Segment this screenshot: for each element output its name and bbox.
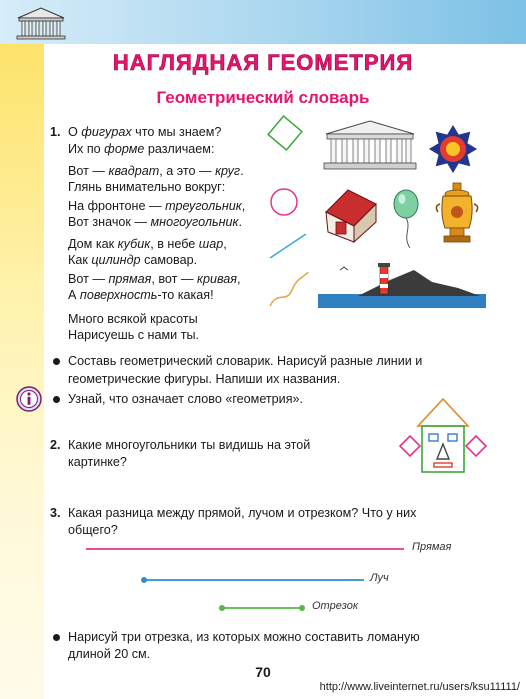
task-3-number: 3. bbox=[50, 506, 61, 520]
task-2-line-2: картинке? bbox=[68, 455, 127, 469]
poem-line-12: Нарисуешь с нами ты. bbox=[68, 328, 200, 342]
lighthouse-seascape-illustration bbox=[318, 262, 486, 310]
poem-line-9: Вот — прямая, вот — кривая, bbox=[68, 272, 241, 286]
ray-drawing bbox=[140, 576, 366, 584]
straight-line-label: Прямая bbox=[412, 541, 452, 553]
poem-line-8: Как цилиндр самовар. bbox=[68, 253, 198, 267]
task-2-line-1: Какие многоугольники ты видишь на этой bbox=[68, 438, 311, 452]
page-subtitle: Геометрический словарь bbox=[156, 88, 370, 107]
poem-line-3: Вот — квадрат, а это — круг. bbox=[68, 164, 244, 178]
polygon-badge-icon bbox=[426, 122, 480, 176]
temple-illustration bbox=[322, 120, 418, 172]
task-3-line-2: общего? bbox=[68, 523, 118, 537]
house-cube-illustration bbox=[320, 182, 382, 244]
left-color-margin bbox=[0, 44, 44, 699]
poem-line-6: Вот значок — многоугольник. bbox=[68, 215, 242, 229]
balloon-sphere-illustration bbox=[392, 188, 426, 250]
task-2-number: 2. bbox=[50, 438, 61, 452]
straight-line-drawing bbox=[86, 545, 406, 553]
task-dictionary-line-1: Составь геометрический словарик. Нарисуй разные линии и bbox=[68, 354, 423, 368]
poem-line-1: О фигурах что мы знаем? bbox=[68, 125, 222, 139]
poem-line-7: Дом как кубик, в небе шар, bbox=[68, 237, 227, 251]
temple-corner-icon bbox=[14, 6, 68, 42]
bullet-marker bbox=[53, 634, 60, 641]
straight-line-icon bbox=[268, 232, 310, 260]
samovar-cylinder-illustration bbox=[434, 182, 480, 256]
task-1-number: 1. bbox=[50, 125, 61, 139]
page-number: 70 bbox=[255, 664, 271, 680]
task-3-line-1: Какая разница между прямой, лучом и отрезком? Что у них bbox=[68, 506, 417, 520]
info-icon bbox=[16, 386, 42, 412]
poem-line-4: Глянь внимательно вокруг: bbox=[68, 180, 226, 194]
poem-line-11: Много всякой красоты bbox=[68, 312, 198, 326]
poem-line-2: Их по форме различаем: bbox=[68, 142, 215, 156]
task-4-line-2: длиной 20 см. bbox=[68, 647, 151, 661]
segment-drawing bbox=[218, 604, 308, 612]
poem-line-10: А поверхность-то какая! bbox=[68, 288, 214, 302]
task-dictionary-line-2: геометрические фигуры. Напиши их названия. bbox=[68, 372, 341, 386]
ray-label: Луч bbox=[370, 572, 389, 584]
poem-line-5: На фронтоне — треугольник, bbox=[68, 199, 246, 213]
task-meaning-text: Узнай, что означает слово «геометрия». bbox=[68, 392, 304, 406]
segment-label: Отрезок bbox=[312, 600, 359, 612]
watermark-url: http://www.liveinternet.ru/users/ksu11111/ bbox=[319, 681, 520, 693]
page-title: НАГЛЯДНАЯ ГЕОМЕТРИЯ bbox=[112, 50, 414, 75]
polygon-face-picture bbox=[396, 396, 490, 486]
bullet-marker bbox=[53, 358, 60, 365]
bullet-marker bbox=[53, 396, 60, 403]
curved-line-icon bbox=[268, 270, 312, 310]
green-square-icon bbox=[268, 116, 304, 152]
pink-circle-icon bbox=[268, 186, 302, 220]
top-color-band bbox=[0, 0, 526, 44]
task-4-line-1: Нарисуй три отрезка, из которых можно составить ломаную bbox=[68, 630, 420, 644]
